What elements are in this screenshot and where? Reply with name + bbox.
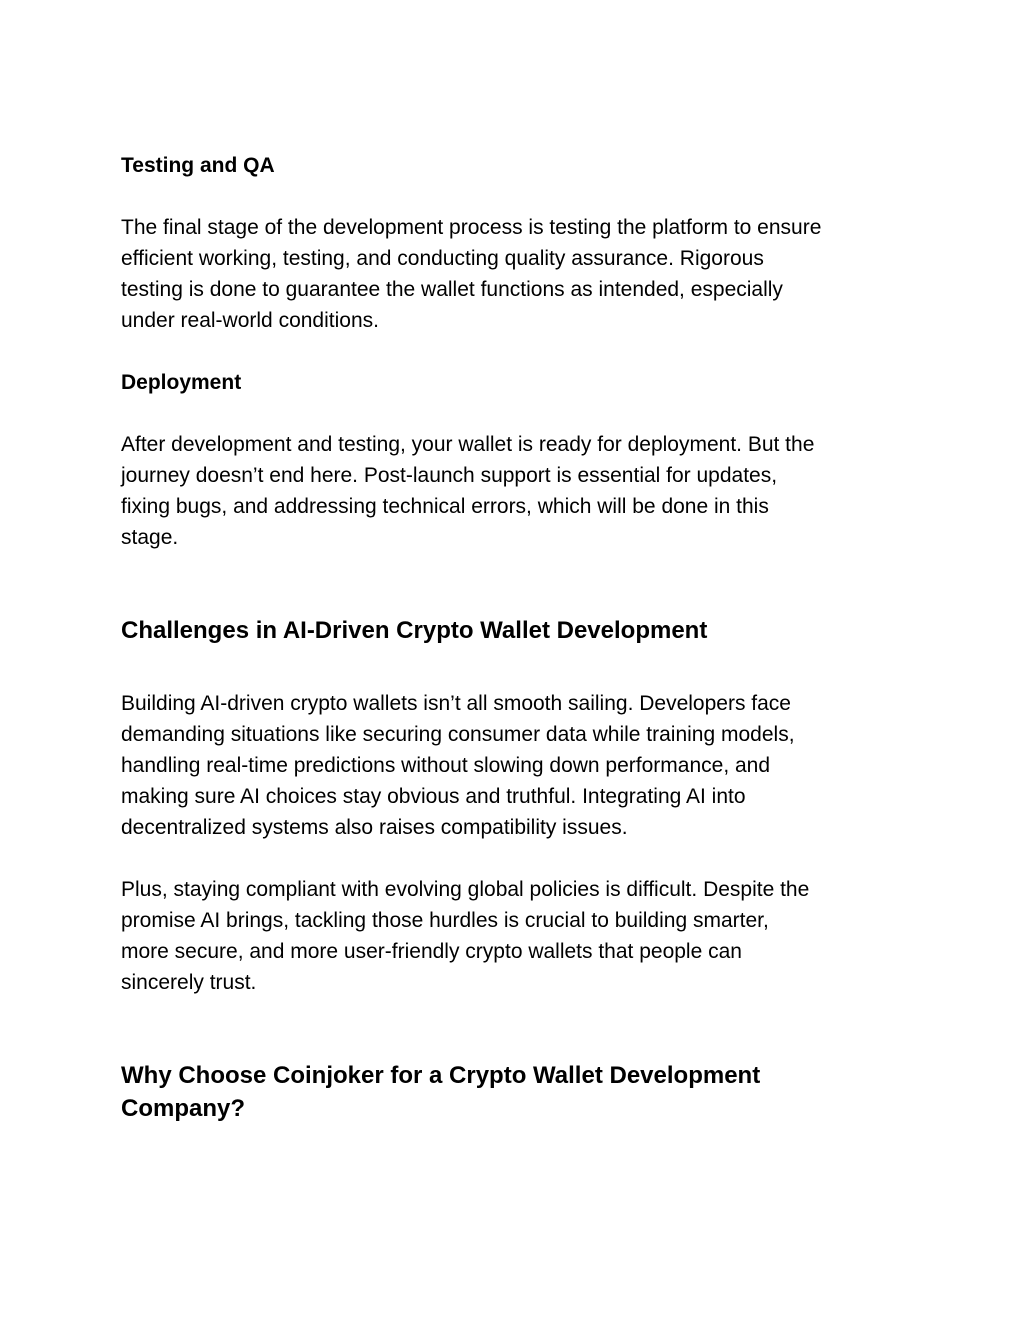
text-line: promise AI brings, tackling those hurdles is crucial to building smarter, (121, 909, 769, 932)
text-line: The final stage of the development process is testing the platform to ensure (121, 216, 822, 239)
heading-deployment: Deployment (121, 371, 242, 394)
text-line: more secure, and more user-friendly crypto wallets that people can (121, 940, 742, 963)
heading-why-choose-coinjoker (121, 1059, 760, 1125)
text-line: demanding situations like securing consumer data while training models, (121, 723, 795, 746)
text-line: Building AI-driven crypto wallets isn’t all smooth sailing. Developers face (121, 692, 791, 715)
text-line: testing is done to guarantee the wallet functions as intended, especially (121, 278, 783, 301)
text-line: making sure AI choices stay obvious and truthful. Integrating AI into (121, 785, 746, 808)
paragraph-deployment (121, 429, 814, 553)
heading-challenges: Challenges in AI-Driven Crypto Wallet Development (121, 617, 708, 644)
text-line: After development and testing, your wallet is ready for deployment. But the (121, 433, 815, 456)
text-line: handling real-time predictions without slowing down performance, and (121, 754, 771, 777)
text-line: stage. (121, 526, 179, 549)
text-line: efficient working, testing, and conducting quality assurance. Rigorous (121, 247, 764, 270)
paragraph-testing (121, 212, 821, 336)
text-line: sincerely trust. (121, 971, 257, 994)
heading-testing-and-qa: Testing and QA (121, 154, 275, 177)
heading-line: Company? (121, 1095, 246, 1122)
text-line: fixing bugs, and addressing technical errors, which will be done in this (121, 495, 769, 518)
paragraph-challenges-1 (121, 688, 795, 843)
text-line: under real-world conditions. (121, 309, 379, 332)
text-line: journey doesn’t end here. Post-launch support is essential for updates, (121, 464, 778, 487)
heading-line: Why Choose Coinjoker for a Crypto Wallet Development (121, 1062, 761, 1089)
paragraph-challenges-2 (121, 874, 809, 998)
text-line: decentralized systems also raises compatibility issues. (121, 816, 628, 839)
text-line: Plus, staying compliant with evolving global policies is difficult. Despite the (121, 878, 810, 901)
